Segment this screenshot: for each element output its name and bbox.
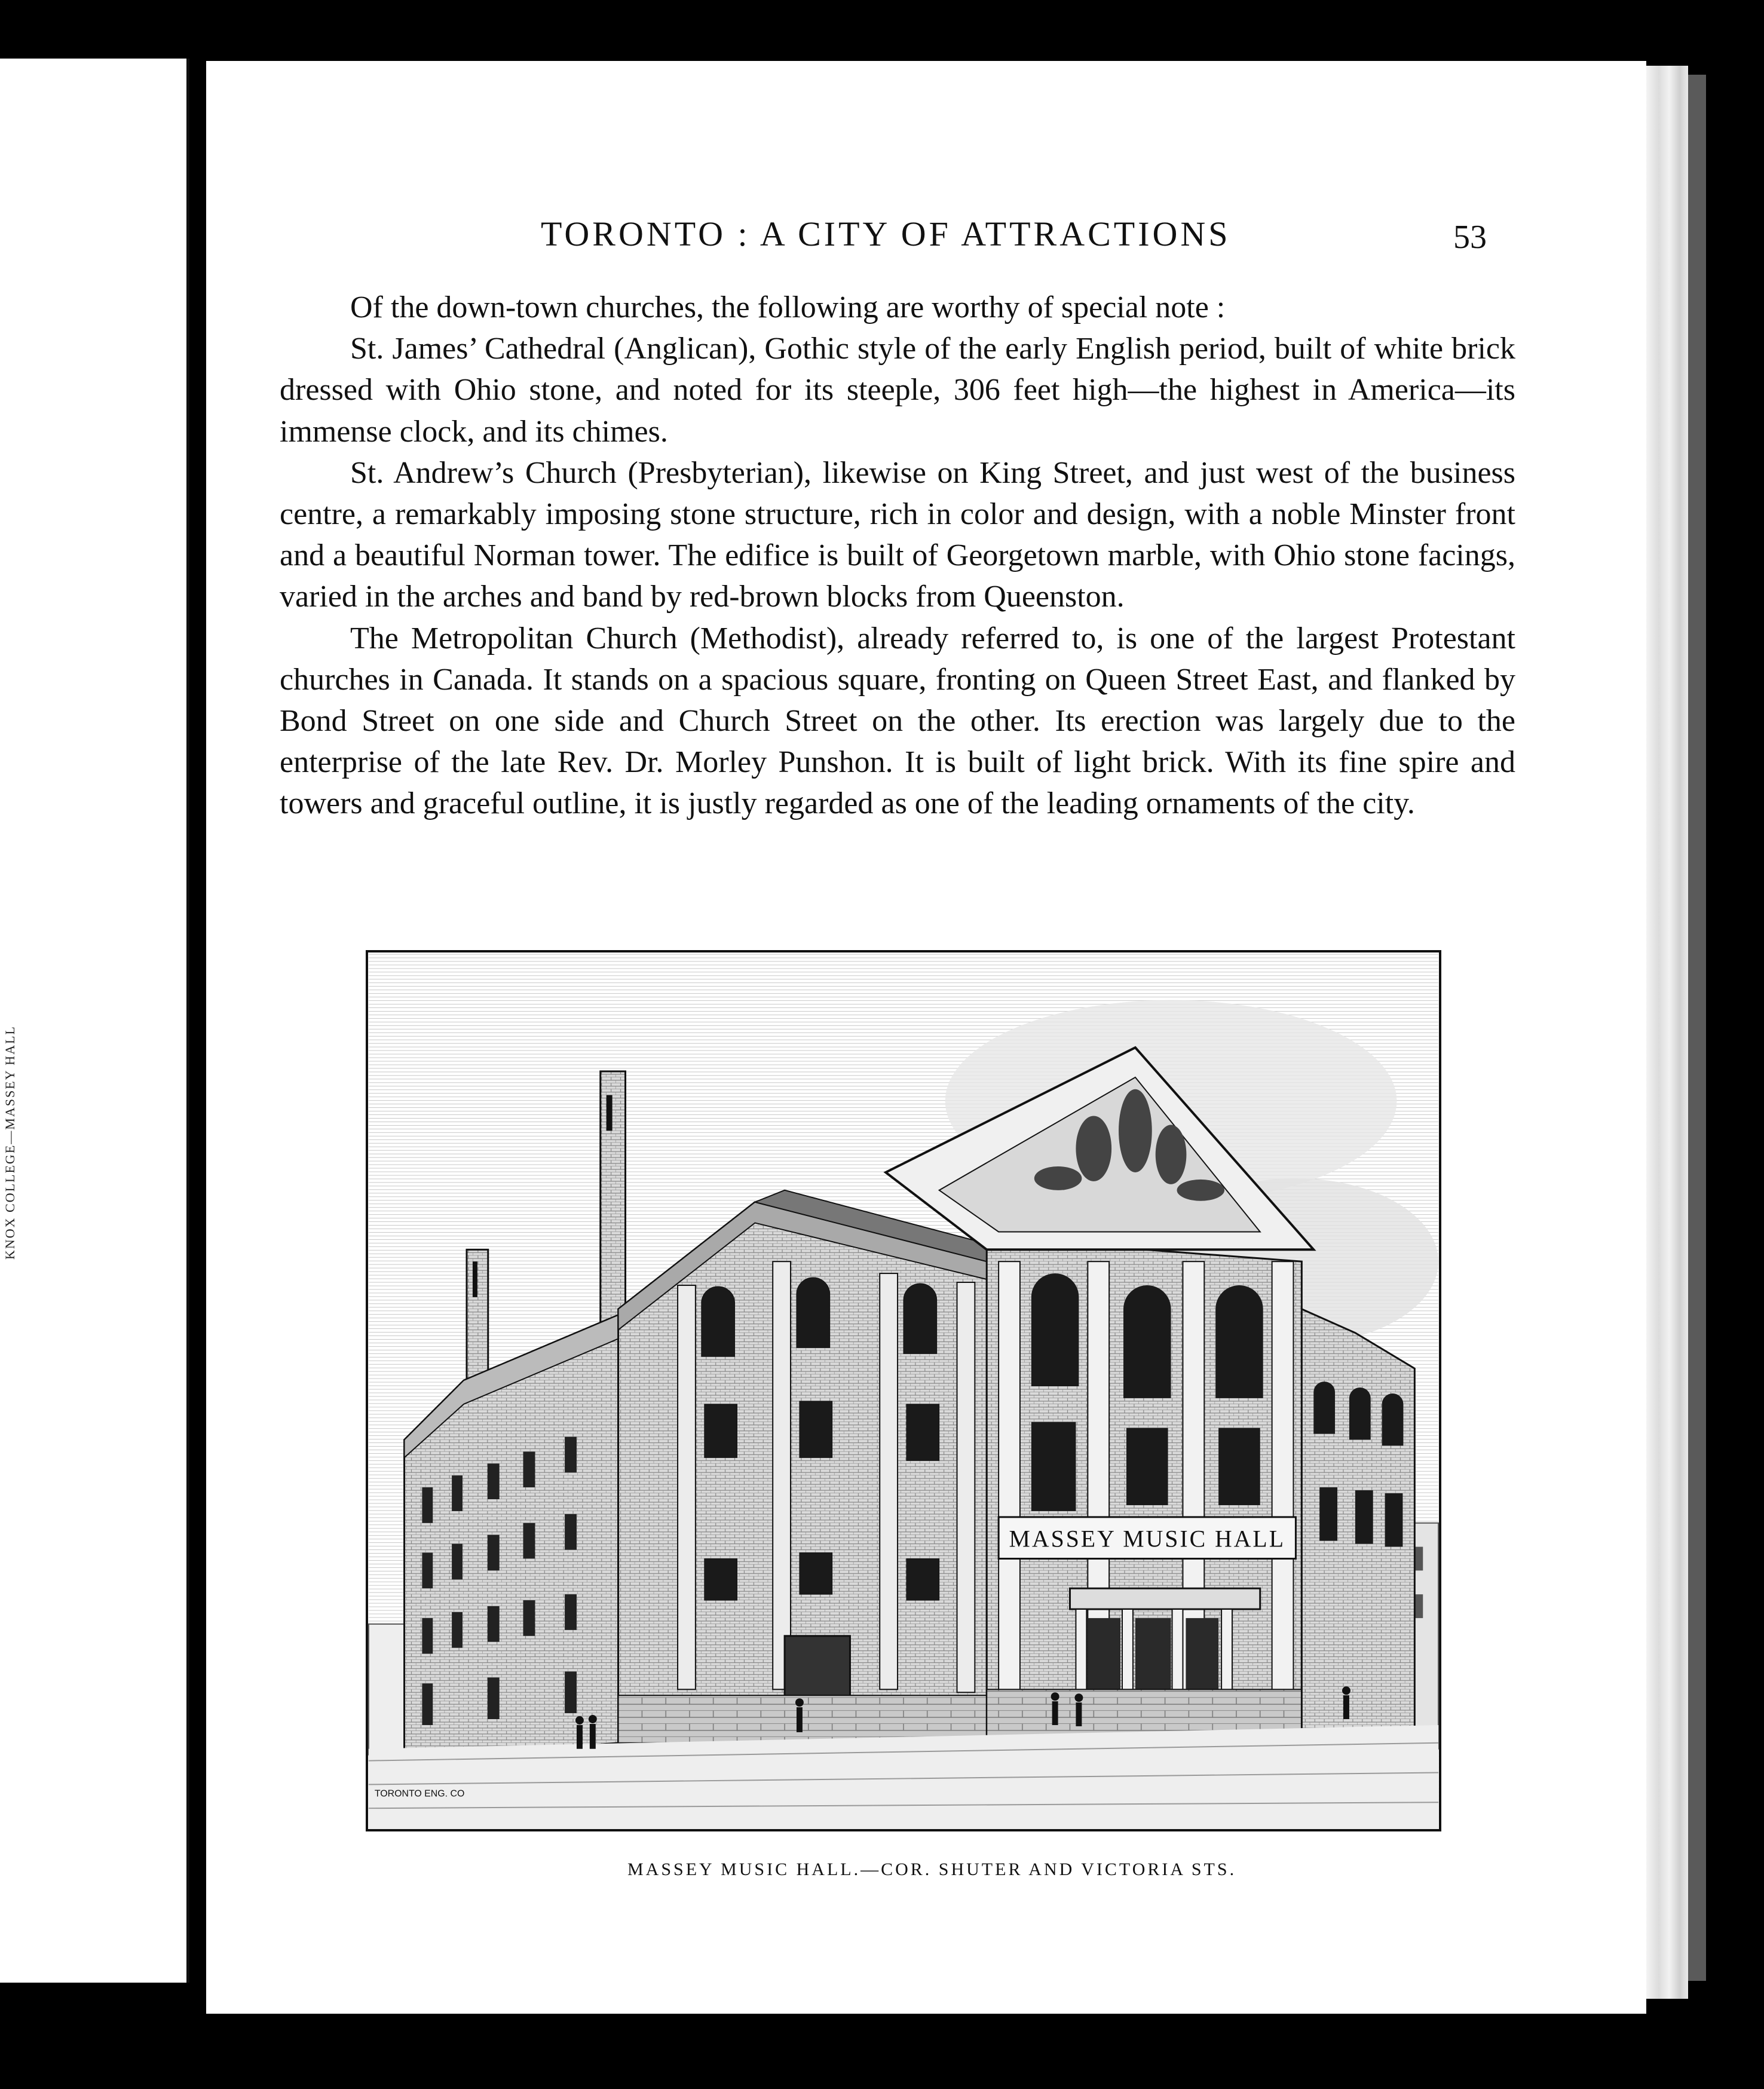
building-engraving [368,952,1439,1829]
paragraph-st-james: St. James’ Cathedral (Anglican), Gothic style of the early English period, built of white brick dressed with Ohio stone, and noted for its steeple, 306 feet high—the highest in America—its immense clock, and its chimes. [280,332,1515,449]
figure-caption: MASSEY MUSIC HALL.—COR. SHUTER AND VICTORIA STS. [627,1860,1237,1879]
paragraph-intro: Of the down-town churches, the following are worthy of special note : [350,290,1226,324]
running-head: TORONTO : A CITY OF ATTRACTIONS [541,215,1231,253]
page-edges [1646,66,1688,1999]
engraver-credit: TORONTO ENG. CO [374,1788,465,1799]
massey-hall-illustration [366,950,1441,1831]
building-sign: MASSEY MUSIC HALL [1009,1526,1285,1552]
body-text [280,287,1515,825]
cover-edge [1688,75,1706,1981]
page-number: 53 [1453,219,1487,256]
left-page-fragment [0,59,189,1983]
paragraph-metropolitan: The Metropolitan Church (Methodist), already referred to, is one of the largest Protestant churches in Canada. It stands on a spacious square, fronting on Queen Street East, and flanked by Bond Street on one side and Church Street on the other. Its erection was largely due to the enterprise of the late Rev. Dr. Morley Punshon. It is built of light brick. With its fine spire and towers and graceful outline, it is justly regarded as one of the leading ornaments of the city. [280,621,1515,821]
spine-text: KNOX COLLEGE—MASSEY HALL [2,1025,17,1260]
paragraph-st-andrews: St. Andrew’s Church (Presbyterian), likewise on King Street, and just west of the business centre, a remarkably imposing stone structure, rich in color and design, with a noble Minster front and a beautiful Norman tower. The edifice is built of Georgetown marble, with Ohio stone facings, varied in the arches and band by red-brown blocks from Queenston. [280,455,1515,614]
